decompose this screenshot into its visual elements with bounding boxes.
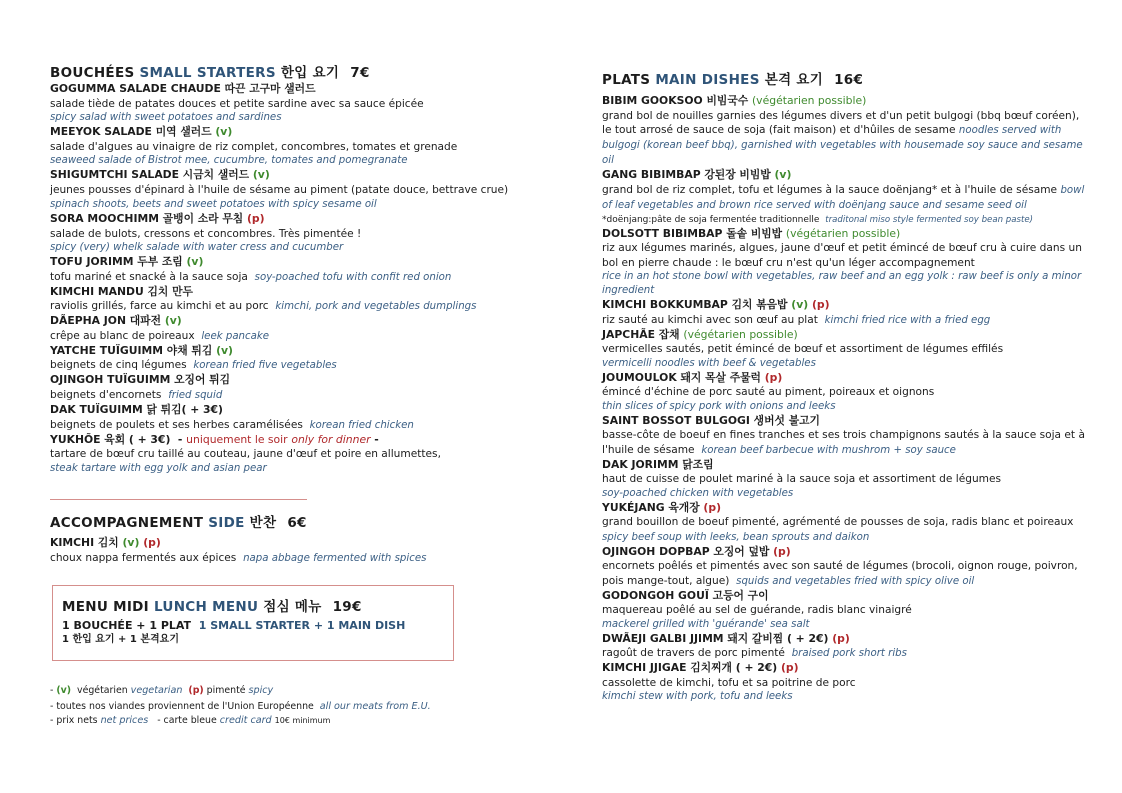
menu-item [602,545,1087,589]
item-name: OJINGOH DOPBAP 오징어 덮밥 [602,544,770,558]
item-desc-en: braised pork short ribs [791,648,907,660]
vegetarian-tag: (v) [774,168,792,181]
legend-vegetarian-en: vegetarian [130,685,183,696]
spicy-tag: (p) [188,685,204,696]
vegetarian-possible-tag: (végétarien possible) [683,327,798,341]
item-name: DWÃEJI GALBI JJIMM 돼지 갈비찜 ( + 2€) [602,631,829,645]
vegetarian-tag: (v) [122,536,140,549]
item-name: DOLSOTT BIBIMBAP 돌솥 비빔밥 [602,226,783,240]
item-desc-en: soy-poached chicken with vegetables [602,487,794,499]
menu-item [602,94,1087,168]
item-desc: émincé d'échine de porc sauté au piment, poireaux et oignons [602,386,935,399]
menu-item [602,661,1087,704]
menu-item [602,328,1087,371]
item-desc: crêpe au blanc de poireaux [50,329,195,342]
legend-payment [50,714,520,728]
menu-item [602,458,1087,501]
item-desc: jeunes pousses d'épinard à l'huile de sésame au piment (patate douce, bettrave crue) [50,183,509,196]
item-desc-en: thin slices of spicy pork with onions and leeks [602,400,836,412]
lunch-formula-fr: 1 BOUCHÉE + 1 PLAT [62,619,192,632]
item-name: GANG BIBIMBAP 강된장 비빔밥 [602,168,771,181]
net-prices-en: net prices [100,715,149,726]
lunch-menu-box [52,585,454,661]
section-title-mains [602,71,1087,89]
vegetarian-possible-tag: (végétarien possible) [785,226,901,240]
item-name: JAPCHÃE 잡채 [602,327,680,341]
item-desc: vermicelles sautés, petit émincé de bœuf et assortiment de légumes effilés [602,343,1004,356]
menu-item: YUKHÕE 육회 ( + 3€) - uniquement le soir only for dinner - tartare de bœuf cru taillé au couteau, jaune d'œuf et poire en allumettes, steak tartare with egg yolk and asian pear [50,433,520,476]
item-desc: cassolette de kimchi, tofu et sa poitrine de porc [602,676,856,689]
title-kr: 반찬 [249,515,277,531]
menu-item [602,414,1087,458]
item-desc-en: spicy beef soup with leeks, bean sprouts and daikon [602,531,870,543]
section-title-side [50,514,520,532]
title-en: SIDE [208,515,245,531]
item-desc-en: bowl of leaf vegetables and brown rice served with doënjang sauce and sesame seed oil [602,184,1085,211]
meat-origin-en: all our meats from E.U. [319,700,431,712]
dinner-only-note: uniquement le soir [186,432,288,446]
item-desc-en: spinach shoots, beets and sweet potatoes with spicy sesame oil [50,199,377,210]
menu-item [602,501,1087,545]
section-price: 6€ [287,515,307,531]
note-fr: *doënjang:pâte de soja fermentée traditionnelle [602,214,820,225]
spicy-tag: (p) [703,500,722,514]
item-desc-en: napa abbage fermented with spices [243,552,427,564]
item-desc: encornets poêlés et pimentés avec son sauté de légumes (brocoli, oignon rouge, poivron, pois mange-tout, algue) [602,560,1078,587]
menu-item [50,212,520,255]
vegetarian-tag: (v) [56,685,72,696]
spicy-tag: (p) [811,298,830,311]
section-price: 19€ [332,599,362,615]
legend-spicy-fr: pimenté [206,685,246,696]
item-name: YATCHE TUÏGUIMM 야채 튀김 [50,343,213,357]
item-name: KIMCHI 김치 [50,536,119,549]
section-price: 7€ [350,65,370,81]
item-name: MEEYOK SALADE 미역 샐러드 [50,125,212,138]
menu-item [50,255,520,285]
spicy-tag: (p) [832,631,850,645]
menu-item [50,285,520,315]
title-en: MAIN DISHES [655,72,760,88]
spicy-tag: (p) [773,544,791,558]
spicy-tag: (p) [143,536,161,549]
item-desc-en: squids and vegetables fried with spicy olive oil [736,575,975,587]
menu-item [602,168,1087,227]
item-desc-en: kimchi stew with pork, tofu and leeks [602,691,793,703]
item-name: TOFU JORIMM 두부 조림 [50,255,183,268]
spicy-tag: (p) [780,661,799,675]
item-desc-en: kimchi, pork and vegetables dumplings [275,301,477,313]
section-title-starters [50,64,520,82]
meat-origin-fr: - toutes nos viandes proviennent de l'Union Européenne [50,700,314,712]
side-section [50,514,520,566]
menu-item [602,589,1087,632]
title-kr: 점심 메뉴 [263,599,322,615]
item-desc: riz sauté au kimchi avec son œuf au plat [602,313,818,326]
item-desc: beignets de poulets et ses herbes caramélisées [50,418,303,431]
item-desc-en: korean fried chicken [309,419,414,431]
item-desc-en: spicy salad with sweet potatoes and sardines [50,112,282,123]
legend-tags: - (v) végétarien vegetarian (p) pimenté spicy [50,685,274,696]
menu-item [50,314,520,344]
item-desc: beignets de cinq légumes [50,359,187,372]
item-desc: riz aux légumes marinés, algues, jaune d'œuf et petit émincé de bœuf cru à cuire dans un bol en pierre chaude : le bœuf cru n'est qu'un léger accompagnement [602,242,1082,269]
item-desc: beignets d'encornets [50,388,162,401]
item-desc-en: noodles served with bulgogi (korean beef bbq), garnished with vegetables with housemade soy sauce and sesame oil [602,125,1083,166]
lunch-formula [62,619,453,633]
vegetarian-tag: (v) [215,125,233,138]
item-desc-en: leek pancake [201,330,270,342]
item-desc-en: vermicelli noodles with beef & vegetables [602,357,816,369]
legend [50,683,520,728]
dinner-only-note-en: only for dinner [291,432,371,446]
item-desc: maquereau poêlé au sel de guérande, radis blanc vinaigré [602,604,912,617]
item-desc: ragoût de travers de porc pimenté [602,647,785,660]
vegetarian-tag: (v) [216,343,233,357]
title-kr: 한입 요기 [280,65,340,81]
item-desc: basse-côte de boeuf en fines tranches et ses trois champignons sautés à la sauce soja et à l'huile de sésame [602,429,1085,456]
spicy-tag: (p) [764,370,783,384]
item-name: SAINT BOSSOT BULGOGI 생버섯 불고기 [602,413,820,427]
vegetarian-tag: (v) [186,255,204,268]
vegetarian-possible-tag: (végétarien possible) [751,94,867,107]
item-name: YUKÉJANG 육개장 [602,500,700,514]
menu-item [602,298,1087,328]
item-desc-en: seaweed salade of Bistrot mee, cucumbre, tomates and pomegranate [50,155,408,166]
item-desc: grand bol de riz complet, tofu et légumes à la sauce doënjang* et à l'huile de sésame [602,183,1058,196]
title-fr: MENU MIDI [62,599,150,615]
item-desc: raviolis grillés, farce au kimchi et au porc [50,300,269,313]
vegetarian-tag: (v) [164,314,182,328]
legend-spicy-en: spicy [248,685,274,696]
item-desc: choux nappa fermentés aux épices [50,551,237,564]
item-desc-en: spicy (very) whelk salade with water cress and cucumber [50,242,344,253]
item-desc-en: rice in an hot stone bowl with vegetables, raw beef and an egg yolk : raw beef is only a minor ingredient [602,271,1082,296]
title-kr: 본격 요기 [764,72,824,88]
item-name: DÃEPHA JON 대파전 [50,314,162,328]
item-name: YUKHÕE 육회 ( + 3€) [50,432,171,446]
title-fr: ACCOMPAGNEMENT [50,515,204,531]
menu-item [602,632,1087,662]
mains-section [602,71,1087,704]
section-title-lunch [62,598,453,616]
doenjang-note [602,213,1087,227]
item-name: SORA MOOCHIMM 골뱅이 소라 무침 [50,212,244,225]
spicy-tag: (p) [247,212,265,225]
title-en: LUNCH MENU [154,599,259,615]
item-desc: salade tiède de patates douces et petite sardine avec sa sauce épicée [50,97,424,110]
credit-card-minimum: 10€ minimum [274,716,331,725]
vegetarian-tag: (v) [791,298,809,311]
item-desc-en: steak tartare with egg yolk and asian pear [50,462,267,474]
item-desc: salade de bulots, cressons et concombres. Très pimentée ! [50,227,362,240]
credit-card-en: credit card [219,715,272,726]
menu-item [50,373,520,403]
item-desc-en: korean beef barbecue with mushrom + soy sauce [701,444,956,456]
item-desc: tofu mariné et snacké à la sauce soja [50,270,248,283]
section-divider [50,499,307,500]
starters-section [50,64,520,476]
item-desc-en: kimchi fried rice with a fried egg [824,314,991,326]
section-price: 16€ [834,72,864,88]
menu-item [602,371,1087,414]
item-name: KIMCHI BOKKUMBAP 김치 볶음밥 [602,298,788,311]
vegetarian-tag: (v) [252,168,270,181]
item-name: KIMCHI MANDU 김치 만두 [50,284,193,298]
title-en: SMALL STARTERS [139,65,276,81]
item-name: GOGUMMA SALADE CHAUDE 따끈 고구마 샐러드 [50,82,316,95]
item-desc: grand bol de nouilles garnies des légumes divers et d'un petit bulgogi (bbq bœuf coréen), le tout arrosé de sauce de soja (fait maison) et d'hûiles de sesame [602,109,1080,136]
item-desc: haut de cuisse de poulet mariné à la sauce soja et assortiment de légumes [602,473,1002,486]
title-fr: PLATS [602,72,651,88]
lunch-formula-kr: 1 한입 요기 + 1 본격요기 [62,634,179,645]
menu-item [50,403,520,433]
menu-item [50,125,520,168]
lunch-formula-en: 1 SMALL STARTER + 1 MAIN DISH [198,619,406,632]
item-name: OJINGOH TUÏGUIMM 오징어 튀김 [50,373,231,387]
item-desc: grand bouillon de boeuf pimenté, agrémenté de pousses de soja, radis blanc et poireaux [602,516,1074,529]
item-desc-en: fried squid [168,389,223,401]
item-name: KIMCHI JJIGAE 김치찌개 ( + 2€) [602,661,778,675]
menu-item [50,344,520,374]
item-name: JOUMOULOK 돼지 목살 주물럭 [602,370,761,384]
item-name: DAK TUÏGUIMM 닭 튀김( + 3€) [50,402,223,416]
item-desc-en: mackerel grilled with 'guérande' sea salt [602,618,810,630]
menu-item [50,168,520,212]
title-fr: BOUCHÉES [50,65,135,81]
menu-item [50,82,520,125]
legend-meat-origin [50,699,520,715]
item-desc-en: korean fried five vegetables [193,360,337,372]
menu-item [50,536,520,566]
credit-card-fr: - carte bleue [157,715,217,726]
item-name: GODONGOH GOUÏ 고등어 구이 [602,588,769,602]
item-desc-en: soy-poached tofu with confit red onion [254,271,452,283]
item-desc: salade d'algues au vinaigre de riz complet, concombres, tomates et grenade [50,140,458,153]
legend-vegetarian-fr: végétarien [77,685,128,696]
menu-item [602,227,1087,298]
item-name: BIBIM GOOKSOO 비빔국수 [602,94,749,107]
item-desc: tartare de bœuf cru taillé au couteau, jaune d'œuf et poire en allumettes, [50,448,441,461]
note-en: traditonal miso style fermented soy bean paste) [825,214,1033,225]
item-name: SHIGUMTCHI SALADE 시금치 샐러드 [50,168,250,181]
net-prices-fr: - prix nets [50,715,98,726]
item-name: DAK JORIMM 닭조림 [602,457,714,471]
